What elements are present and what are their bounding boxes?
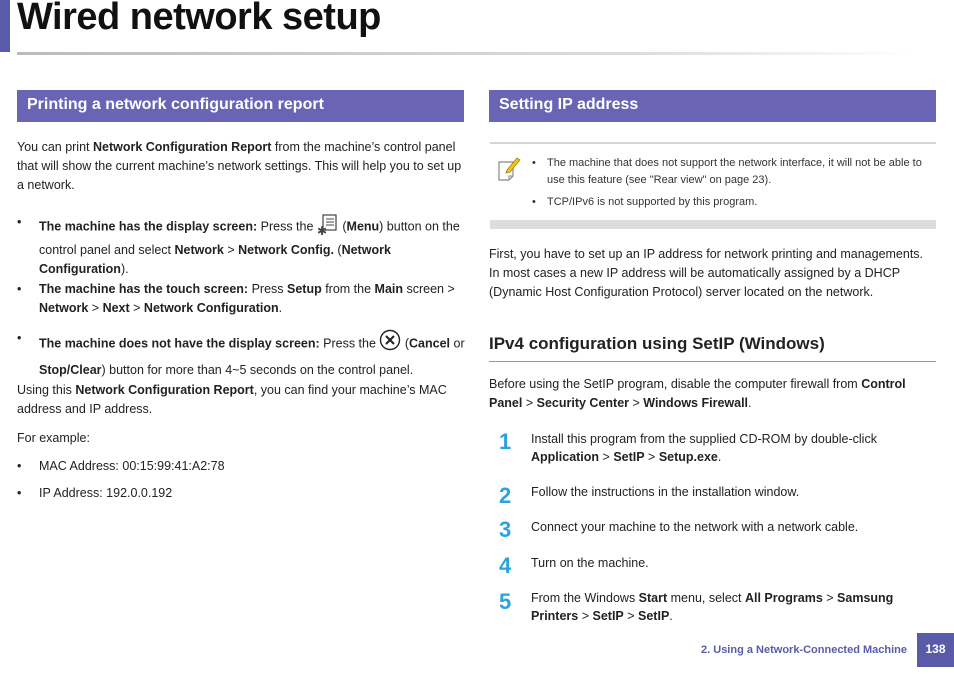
step-text: Follow the instructions in the installation window.	[531, 485, 800, 499]
step-number: 3	[499, 517, 512, 542]
bullet-display-screen: • The machine has the display screen: Press the ✱ (Menu) button on the control panel and select Network > Network Config. (Network Configuration).	[17, 215, 460, 276]
section-heading-ip: Setting IP address	[489, 90, 936, 122]
title-accent-bar	[0, 0, 10, 52]
page-title: Wired network setup	[17, 0, 381, 38]
footer-chapter: 2. Using a Network-Connected Machine	[701, 644, 907, 656]
step-text: Turn on the machine.	[531, 556, 649, 570]
note-top-divider	[490, 142, 936, 144]
step-number: 5	[499, 589, 512, 614]
ip-address-item: • IP Address: 192.0.0.192	[17, 486, 173, 500]
subheading-divider	[489, 361, 936, 362]
note-pencil-icon	[497, 156, 521, 187]
ip-intro: First, you have to set up an IP address for network printing and managements. In most cases a new IP address will be automatically assigned by a DHCP (Dynamic Host Configuration Protocol) server located on the network.	[489, 247, 924, 299]
firewall-instruction: Before using the SetIP program, disable the computer firewall from Control Panel > Security Center > Windows Firewall.	[489, 377, 906, 410]
step-number: 4	[499, 553, 512, 578]
menu-icon	[317, 213, 339, 241]
step-text: Install this program from the supplied CD-ROM by double-click Application > SetIP > Setup.exe.	[531, 432, 877, 464]
report-usage: Using this Network Configuration Report, you can find your machine’s MAC address and IP address.	[17, 383, 447, 416]
example-label: For example:	[17, 431, 90, 445]
step-number: 1	[499, 429, 512, 454]
step-text: From the Windows Start menu, select All Programs > Samsung Printers > SetIP > SetIP.	[531, 591, 894, 623]
step-number: 2	[499, 483, 512, 508]
section-heading-report: Printing a network configuration report	[17, 90, 464, 122]
title-divider	[17, 52, 915, 55]
mac-address-item: • MAC Address: 00:15:99:41:A2:78	[17, 459, 225, 473]
report-intro: You can print Network Configuration Report from the machine’s control panel that will show the current machine’s network settings. This will help you to set up a network.	[17, 140, 462, 192]
page-number: 138	[917, 633, 954, 667]
bullet-touch-screen: • The machine has the touch screen: Press Setup from the Main screen > Network > Next > Network Configuration.	[17, 282, 455, 315]
ipv4-subheading: IPv4 configuration using SetIP (Windows)	[489, 334, 825, 353]
bullet-no-display: • The machine does not have the display screen: Press the (Cancel or Stop/Clear) button for more than 4~5 seconds on the control panel.	[17, 331, 465, 377]
svg-text:✱: ✱	[316, 224, 327, 235]
step-text: Connect your machine to the network with a network cable.	[531, 520, 859, 534]
note-box: • The machine that does not support the network interface, it will not be able to use this feature (see "Rear view" on page 23). • TCP/IPv6 is not supported by this program.	[490, 142, 936, 230]
cancel-icon	[379, 329, 401, 359]
note-bottom-divider	[490, 220, 936, 229]
